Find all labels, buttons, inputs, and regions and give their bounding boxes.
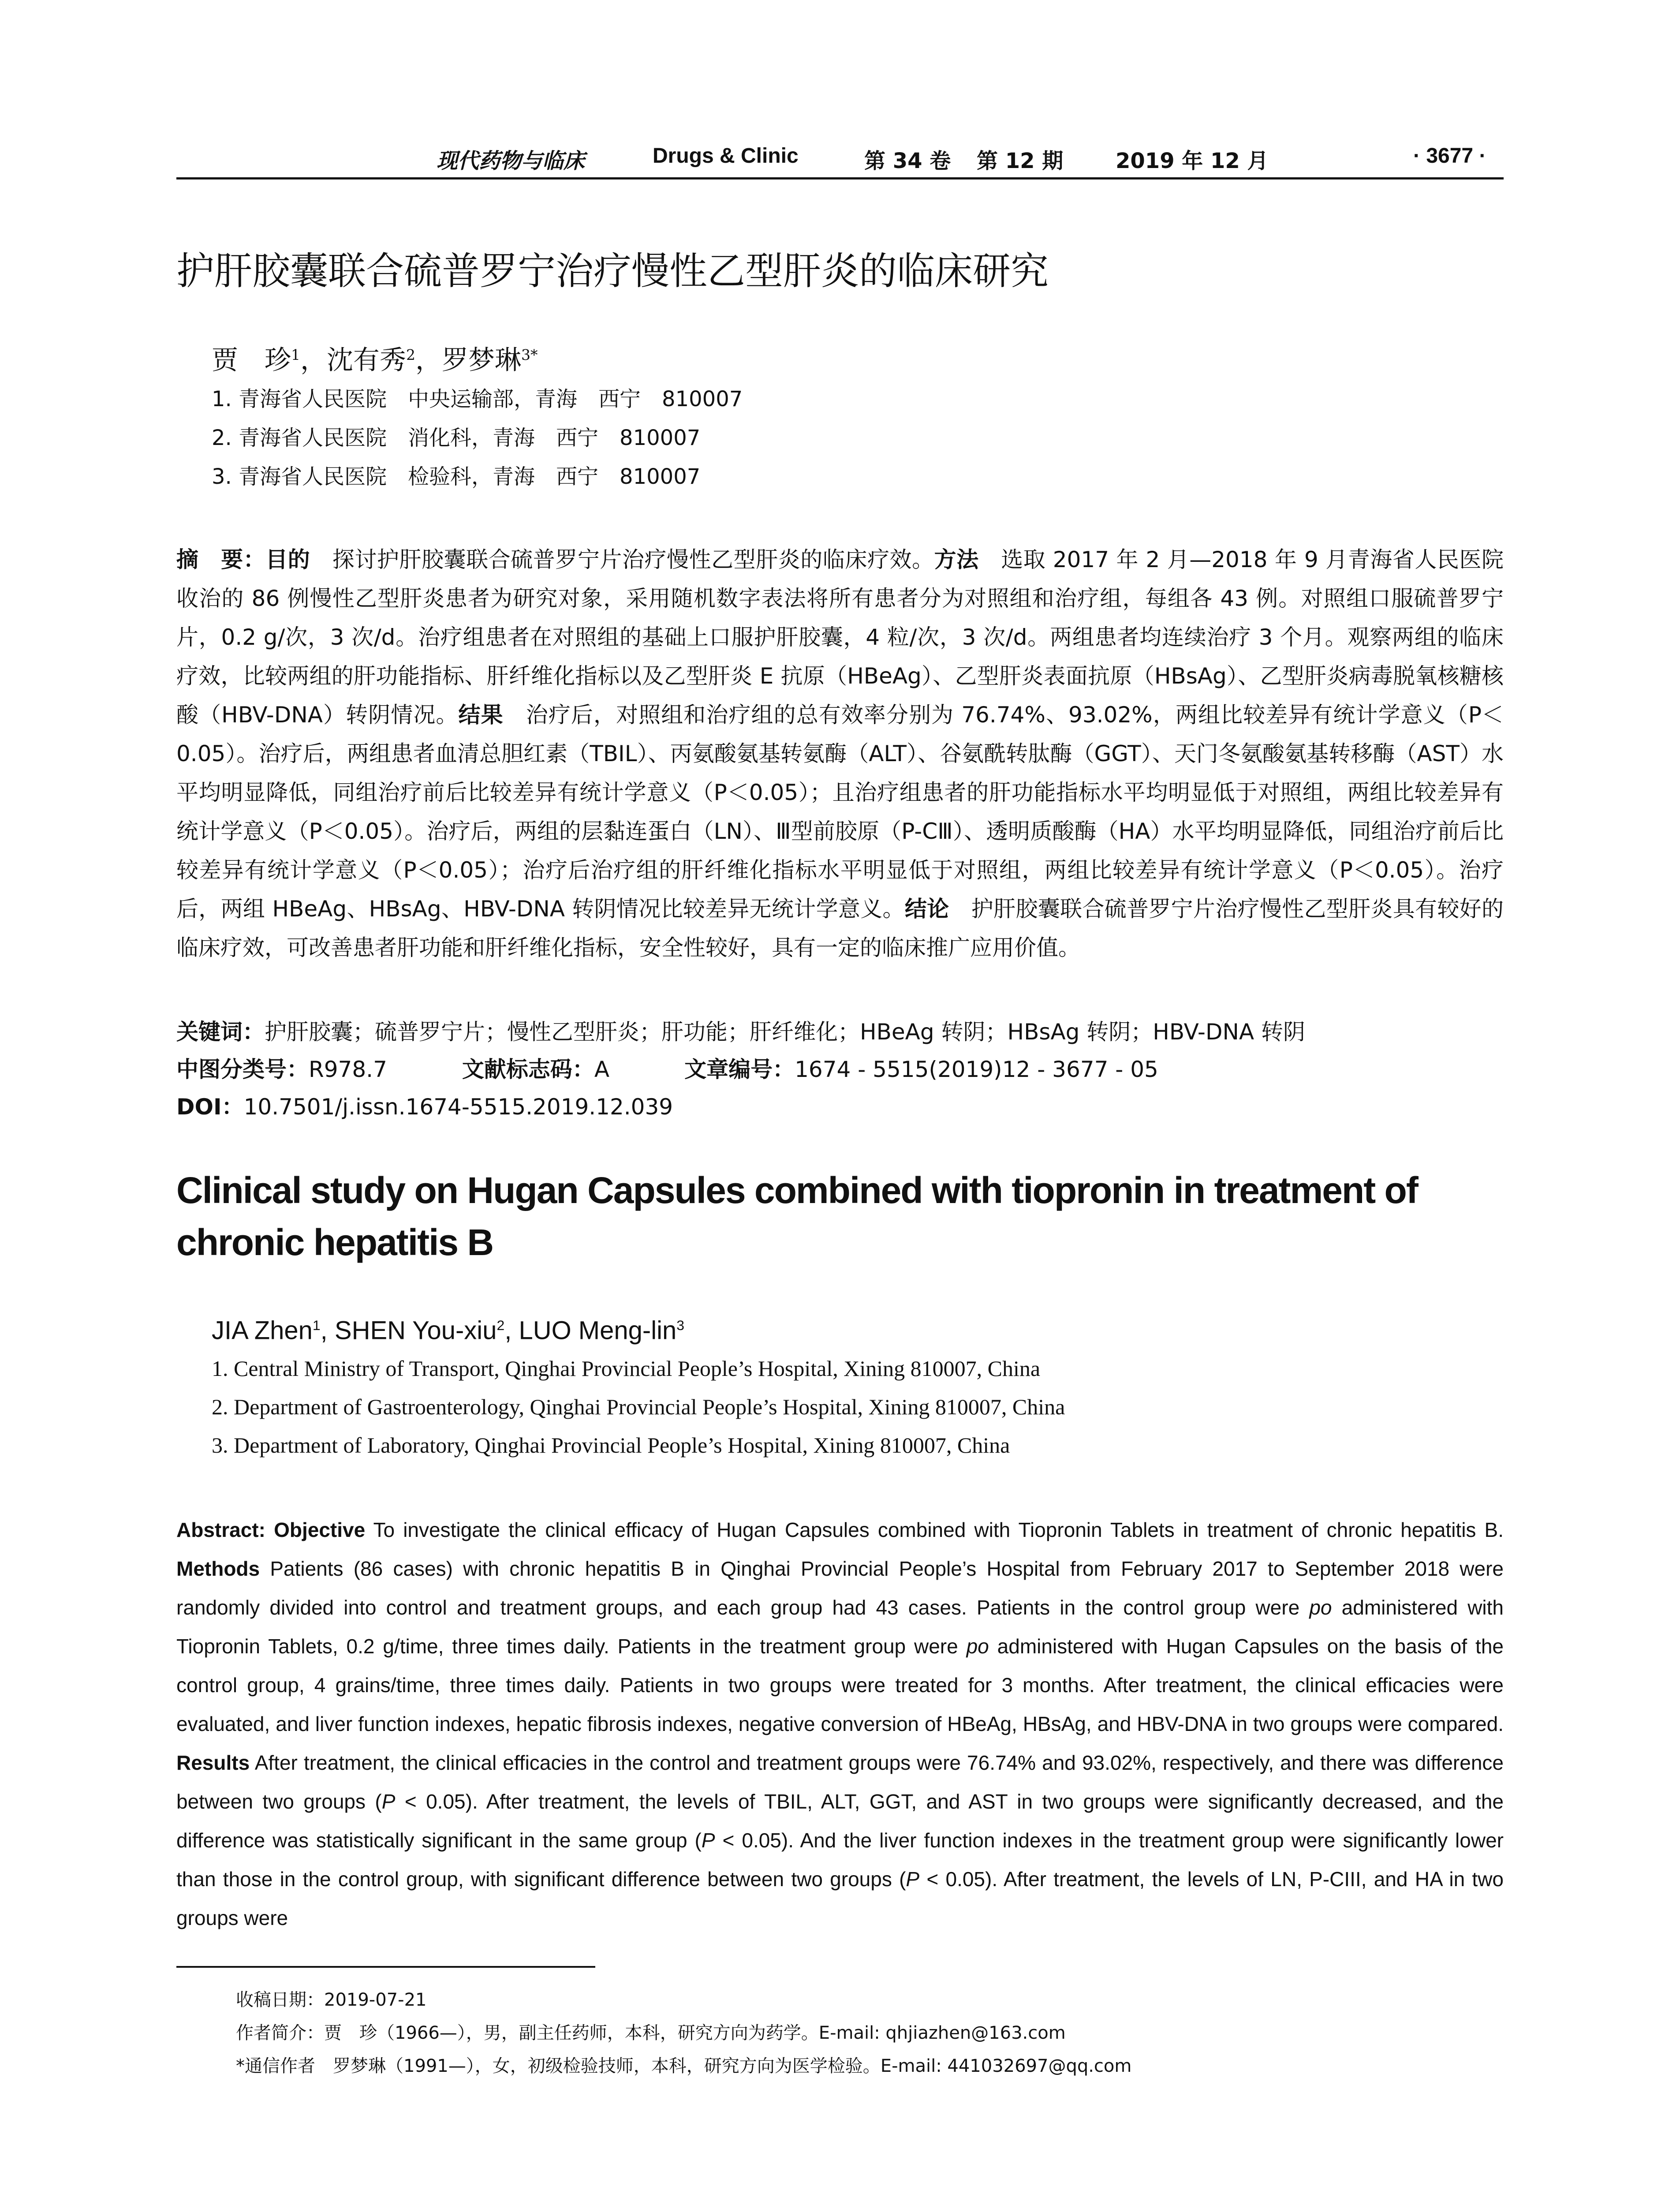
doi-value: 10.7501/j.issn.1674-5515.2019.12.039 [243, 1094, 673, 1120]
article-title-cn: 护肝胶囊联合硫普罗宁治疗慢性乙型肝炎的临床研究 [176, 249, 1049, 293]
running-header [176, 140, 1504, 176]
author-name: 沈有秀 [327, 345, 406, 376]
author-separator: ， [300, 345, 327, 376]
methods-label: 方法 [934, 547, 979, 572]
methods-text: administered with Hugan Capsules on the basis of the control group, 4 grains/time, three times daily. Patients in two groups were treated for 3 months. After treatment, the clinical efficacies were evaluated, and liver function indexes, hepatic fibrosis indexes, negative conversion of HBeAg, HBsAg, and HBV-DNA in two groups were compared. [176, 1635, 1504, 1735]
methods-text: administered with Tiopronin Tablets, 0.2 g/time, three times daily. Patients in the treatment group were [176, 1596, 1504, 1658]
footnote-label: 作者简介： [236, 2023, 324, 2043]
author-affil-mark: 2 [497, 1317, 505, 1333]
doc-code-label: 文献标志码： [462, 1057, 594, 1082]
article-title-en: Clinical study on Hugan Capsules combined with tiopronin in treatment of chronic hepatitis B [176, 1170, 1418, 1263]
affiliation-en: 2. Department of Gastroenterology, Qinghai Provincial People’s Hospital, Xining 810007, China [212, 1394, 1065, 1419]
objective-text: 探讨护肝胶囊联合硫普罗宁片治疗慢性乙型肝炎的临床疗效。 [310, 547, 934, 572]
footnote-received [236, 1984, 426, 2015]
methods-label: Methods [176, 1557, 260, 1580]
doc-code-value: A [594, 1057, 610, 1082]
journal-name-cn: 现代药物与临床 [437, 149, 585, 173]
affiliation-cn: 2. 青海省人民医院 消化科，青海 西宁 810007 [212, 426, 701, 450]
affiliation-cn: 1. 青海省人民医院 中央运输部，青海 西宁 810007 [212, 387, 743, 411]
results-text: After treatment, the clinical efficacies in the control and treatment groups were 76.74% and 93.02%, respectively, and there was difference between two groups ( [176, 1751, 1504, 1813]
footnote-text: 罗梦琳（1991—），女，初级检验技师，本科，研究方向为医学检验。E-mail: 441032697@qq.com [333, 2056, 1132, 2076]
page-number: · 3677 · [1413, 144, 1486, 168]
results-label: 结果 [458, 702, 504, 728]
po-term: po [966, 1635, 989, 1658]
p-symbol: P [701, 1829, 715, 1852]
keywords-label: 关键词： [176, 1019, 265, 1045]
article-no-label: 文章编号： [684, 1057, 795, 1082]
author-affil-mark: 1 [312, 1317, 321, 1333]
affiliation-cn: 3. 青海省人民医院 检验科，青海 西宁 810007 [212, 464, 701, 489]
footnote-rule [176, 1966, 595, 1968]
objective-text: To investigate the clinical efficacy of Hugan Capsules combined with Tiopronin Tablets in treatment of chronic hepatitis B. [365, 1518, 1504, 1541]
po-term: po [1309, 1596, 1332, 1619]
author-name: LUO Meng-lin [519, 1316, 677, 1345]
results-label: Results [176, 1751, 250, 1774]
footnote-label: 收稿日期： [236, 1990, 324, 2010]
conclusion-text: 护肝胶囊联合硫普罗宁片治疗慢性乙型肝炎具有较好的临床疗效，可改善患者肝功能和肝纤维化指标，安全性较好，具有一定的临床推广应用价值。 [176, 896, 1504, 960]
author-name: JIA Zhen [212, 1316, 313, 1345]
author-separator: , [320, 1316, 335, 1345]
article-no-value: 1674 - 5515(2019)12 - 3677 - 05 [795, 1057, 1158, 1082]
conclusion-label: 结论 [904, 896, 949, 922]
affiliation-en: 3. Department of Laboratory, Qinghai Provincial People’s Hospital, Xining 810007, China [212, 1433, 1010, 1458]
abstract-en [176, 1510, 1504, 1937]
methods-text: Patients (86 cases) with chronic hepatitis B in Qinghai Provincial People’s Hospital from February 2017 to September 2018 were randomly divided into control and treatment groups, and each group had 43 cases. Patients in the control group were [176, 1557, 1504, 1619]
journal-name-en: Drugs & Clinic [653, 144, 799, 168]
doi-label: DOI： [176, 1094, 244, 1120]
abstract-label: 摘 要： [176, 547, 266, 572]
author-name: 罗梦琳 [442, 345, 521, 376]
author-name: SHEN You-xiu [334, 1316, 497, 1345]
header-rule [176, 177, 1504, 179]
issue: 第 12 期 [977, 149, 1064, 173]
author-affil-mark: 1 [291, 346, 300, 363]
abstract-cn [176, 540, 1504, 967]
footnote-text: 贾 珍（1966—），男，副主任药师，本科，研究方向为药学。E-mail: qhjiazhen@163.com [324, 2023, 1066, 2043]
author-name: 贾 珍 [212, 345, 291, 376]
author-affil-mark: 3 [676, 1317, 684, 1333]
keywords-cn [176, 1014, 1504, 1050]
footnote-label: *通信作者 [236, 2056, 333, 2076]
results-text: 治疗后，对照组和治疗组的总有效率分别为 76.74%、93.02%，两组比较差异有统计学意义（P＜0.05）。治疗后，两组患者血清总胆红素（TBIL）、丙氨酸氨基转氨酶（ALT）、谷氨酰转肽酶（GGT）、天门冬氨酸氨基转移酶（AST）水平均明显降低，同组治疗前后比较差异有统计学意义（P＜0.05）；且治疗组患者的肝功能指标水平均明显低于对照组，两组比较差异有统计学意义（P＜0.05）。治疗后，两组的层黏连蛋白（LN）、Ⅲ型前胶原（P-CⅢ）、透明质酸酶（HA）水平均明显降低，同组治疗前后比较差异有统计学意义（P＜0.05）；治疗后治疗组的肝纤维化指标水平明显低于对照组，两组比较差异有统计学意义（P＜0.05）。治疗后，两组 HBeAg、HBsAg、HBV-DNA 转阴情况比较差异无统计学意义。 [176, 702, 1504, 922]
authors-en [212, 1305, 684, 1350]
results-text: < 0.05). After treatment, the levels of LN, P-CIII, and HA in two groups were [176, 1868, 1504, 1929]
footnote-text: 2019-07-21 [324, 1990, 427, 2010]
p-symbol: P [381, 1790, 396, 1813]
issue-date: 2019 年 12 月 [1116, 149, 1269, 173]
methods-text: 选取 2017 年 2 月—2018 年 9 月青海省人民医院收治的 86 例慢性乙型肝炎患者为研究对象，采用随机数字表法将所有患者分为对照组和治疗组，每组各 43 例。对照组口服硫普罗宁片，0.2 g/次，3 次/d。治疗组患者在对照组的基础上口服护肝胶囊，4 粒/次，3 次/d。两组患者均连续治疗 3 个月。观察两组的临床疗效，比较两组的肝功能指标、肝纤维化指标以及乙型肝炎 E 抗原（HBeAg）、乙型肝炎表面抗原（HBsAg）、乙型肝炎病毒脱氧核糖核酸（HBV-DNA）转阴情况。 [176, 547, 1504, 728]
clc-label: 中图分类号： [176, 1057, 309, 1082]
objective-label: 目的 [265, 547, 310, 572]
authors-cn [212, 335, 538, 380]
objective-label: Objective [274, 1518, 366, 1541]
volume: 第 34 卷 [864, 149, 951, 173]
author-affil-mark: 2 [406, 346, 415, 363]
clc-value: R978.7 [309, 1057, 387, 1082]
author-separator: ， [415, 345, 442, 376]
classification-line [176, 1052, 1504, 1087]
keywords-text: 护肝胶囊；硫普罗宁片；慢性乙型肝炎；肝功能；肝纤维化；HBeAg 转阴；HBsAg 转阴；HBV-DNA 转阴 [265, 1019, 1305, 1045]
results-text: < 0.05). And the liver function indexes in the treatment group were significantly lower than those in the control group, with significant difference between two groups ( [176, 1829, 1504, 1891]
author-separator: , [504, 1316, 519, 1345]
p-symbol: P [906, 1868, 920, 1891]
results-text: < 0.05). After treatment, the levels of TBIL, ALT, GGT, and AST in two groups were significantly decreased, and the difference was statistically significant in the same group ( [176, 1790, 1504, 1852]
abstract-label: Abstract: [176, 1518, 265, 1541]
author-affil-mark: 3* [521, 346, 538, 363]
footnote-author-bio [236, 2018, 1066, 2048]
affiliation-en: 1. Central Ministry of Transport, Qinghai Provincial People’s Hospital, Xining 810007, China [212, 1356, 1041, 1381]
doi-line [176, 1089, 1504, 1125]
footnote-corresponding [236, 2051, 1131, 2082]
